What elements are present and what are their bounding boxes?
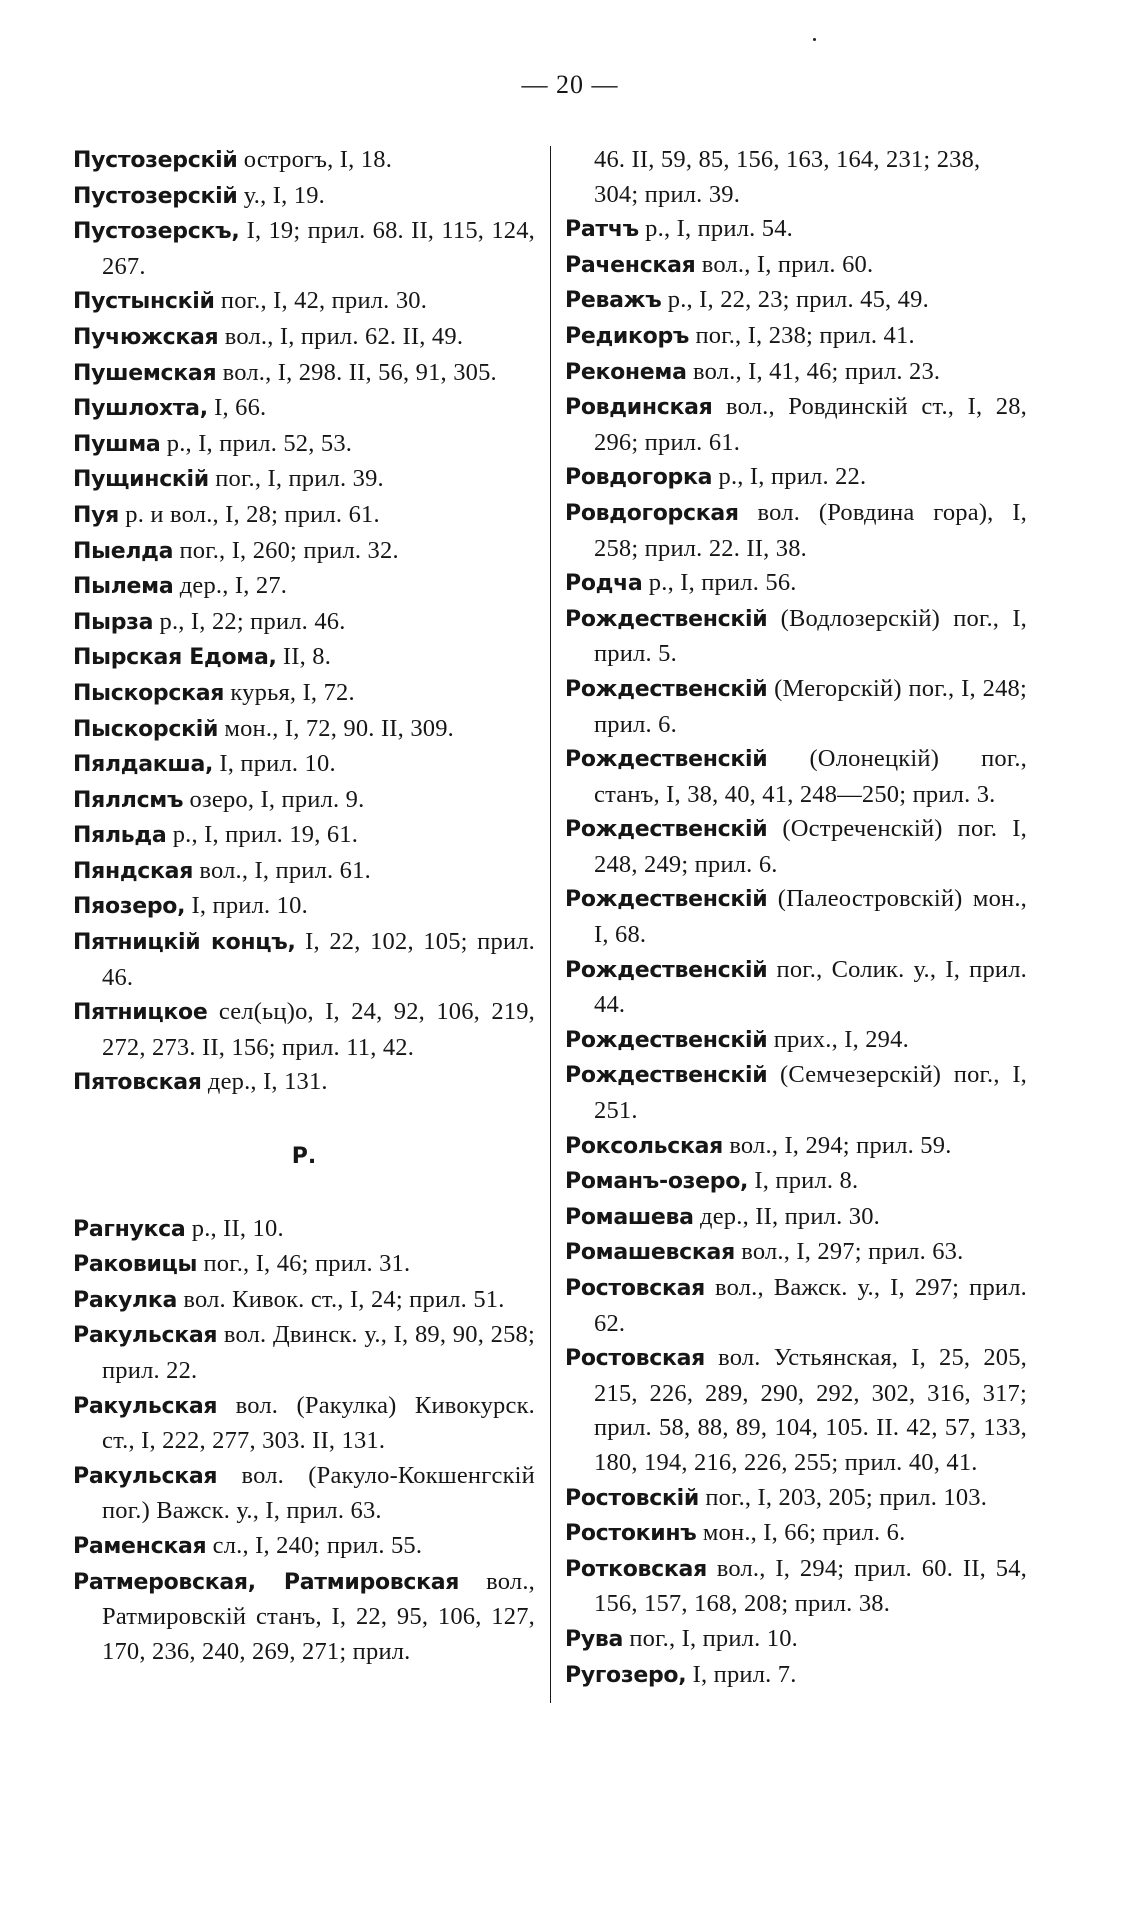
entry-headword: Редикоръ bbox=[565, 323, 690, 349]
entry-references: р., I, прил. 19, 61. bbox=[166, 821, 359, 849]
entry-references: вол., Ратмировскій станъ, I, 22, 95, 106, 127, 170, 236, 240, 269, 271; прил. bbox=[102, 1567, 535, 1665]
entry-references: сл., I, 240; прил. 55. bbox=[206, 1531, 423, 1559]
index-entry bbox=[565, 1552, 1027, 1622]
index-entry bbox=[73, 356, 535, 392]
index-entry bbox=[73, 676, 535, 712]
entry-references: вол. Устьянская, I, 25, 205, 215, 226, 289, 290, 292, 302, 316, 317; прил. 58, 88, 89, 104, 105. II. 42, 57, 133, 180, 194, 216, 226, 255; прил. 40, 41. bbox=[594, 1344, 1027, 1476]
entry-headword: Ракульская bbox=[73, 1323, 218, 1349]
entry-headword: Романъ-озеро, bbox=[565, 1169, 749, 1195]
entry-headword: Ротковская bbox=[565, 1556, 707, 1582]
entry-headword: Ракульская bbox=[73, 1393, 218, 1419]
index-entry bbox=[565, 1235, 1027, 1271]
entry-headword: Пушлохта, bbox=[73, 396, 208, 422]
index-entry bbox=[565, 602, 1027, 672]
entry-references: вол. (Ровдина гора), I, 258; прил. 22. II, 38. bbox=[594, 498, 1027, 562]
entry-headword: Родча bbox=[565, 571, 643, 597]
entry-headword: Ратчъ bbox=[565, 217, 639, 243]
entry-references: мон., I, 66; прил. 6. bbox=[696, 1519, 906, 1547]
index-entry bbox=[565, 1481, 1027, 1517]
entry-headword: Ростовскій bbox=[565, 1485, 699, 1511]
entry-references: (Олонецкій) пог., станъ, I, 38, 40, 41, 248—250; прил. 3. bbox=[594, 745, 1027, 808]
entry-references: р., I, 22; прил. 46. bbox=[153, 607, 346, 635]
entry-references: р., II, 10. bbox=[185, 1214, 284, 1242]
index-entry bbox=[73, 818, 535, 854]
entry-references: I, прил. 7. bbox=[686, 1660, 797, 1688]
index-entry bbox=[73, 1389, 535, 1459]
index-entry bbox=[73, 640, 535, 676]
entry-references: пог., I, 260; прил. 32. bbox=[173, 536, 399, 564]
section-letter: Р. bbox=[291, 1144, 317, 1170]
entry-headword: Пуя bbox=[73, 502, 119, 528]
entry-headword: Роксольская bbox=[565, 1133, 723, 1159]
index-entry bbox=[73, 320, 535, 356]
index-entries-r bbox=[73, 1212, 535, 1670]
index-entry bbox=[73, 1318, 535, 1388]
entry-headword: Пыелда bbox=[73, 538, 174, 564]
index-entry bbox=[565, 1341, 1027, 1480]
entry-headword: Рождественскій bbox=[565, 887, 768, 913]
entry-references: курья, I, 72. bbox=[224, 678, 355, 706]
index-entry bbox=[73, 747, 535, 783]
entry-headword: Пушма bbox=[73, 431, 161, 457]
entry-references: вол., I, 41, 46; прил. 23. bbox=[686, 357, 941, 385]
left-column bbox=[73, 143, 535, 1669]
index-entry bbox=[565, 248, 1027, 284]
index-entry bbox=[565, 1129, 1027, 1165]
entry-headword: Рождественскій bbox=[565, 747, 768, 773]
entry-references: вол., I, 294; прил. 59. bbox=[723, 1131, 952, 1159]
entry-headword: Пырская Едома, bbox=[73, 645, 277, 671]
entry-headword: Ракулка bbox=[73, 1287, 178, 1313]
index-entry bbox=[73, 534, 535, 570]
index-entry bbox=[73, 925, 535, 995]
entry-references: р., I, прил. 54. bbox=[638, 215, 793, 243]
entry-references: р., I, прил. 56. bbox=[642, 569, 797, 597]
index-entry bbox=[565, 355, 1027, 391]
entry-headword: Реконема bbox=[565, 359, 687, 385]
entry-headword: Пустынскій bbox=[73, 289, 215, 315]
entry-headword: Рождественскій bbox=[565, 1063, 768, 1089]
index-entry bbox=[73, 1283, 535, 1319]
entry-headword: Пустозерскъ, bbox=[73, 219, 240, 245]
entry-references: у., I, 19. bbox=[237, 181, 325, 209]
entry-headword: Пырза bbox=[73, 609, 154, 635]
entry-headword: Ровдинская bbox=[565, 395, 713, 421]
continued-entry: 46. II, 59, 85, 156, 163, 164, 231; 238, 304; прил. 39. bbox=[594, 146, 981, 208]
entry-headword: Ростовская bbox=[565, 1346, 706, 1372]
index-entry bbox=[73, 1529, 535, 1565]
entry-headword: Пустозерскій bbox=[73, 183, 238, 209]
entry-headword: Рождественскій bbox=[565, 676, 768, 702]
entry-headword: Пушемская bbox=[73, 360, 217, 386]
entry-headword: Пяльда bbox=[73, 823, 167, 849]
index-entry bbox=[73, 284, 535, 320]
entry-headword: Ратмеровская, Ратмировская bbox=[73, 1569, 460, 1595]
entry-references: пог., Солик. у., I, прил. 44. bbox=[594, 955, 1027, 1019]
index-entry bbox=[565, 812, 1027, 882]
entry-references: пог., I, 42, прил. 30. bbox=[214, 287, 428, 315]
entry-headword: Пыскорскій bbox=[73, 716, 219, 742]
entry-headword: Ракульская bbox=[73, 1463, 218, 1489]
entry-references: мон., I, 72, 90. II, 309. bbox=[218, 714, 454, 742]
entry-references: I, 22, 102, 105; прил. 46. bbox=[102, 928, 536, 991]
entry-headword: Раменская bbox=[73, 1533, 207, 1559]
entry-references: I, 66. bbox=[207, 394, 267, 422]
entry-references: (Палеостровскій) мон., I, 68. bbox=[594, 885, 1027, 949]
index-entry bbox=[73, 179, 535, 215]
entry-references: пог., I, прил. 39. bbox=[208, 465, 384, 493]
index-entry bbox=[73, 1247, 535, 1283]
index-entry bbox=[565, 1516, 1027, 1552]
entry-references: дер., I, 27. bbox=[173, 572, 288, 600]
entry-references: сел(ьц)о, I, 24, 92, 106, 219, 272, 273. II, 156; прил. 11, 42. bbox=[102, 998, 535, 1061]
entry-headword: Раковицы bbox=[73, 1252, 198, 1278]
print-speck bbox=[813, 38, 816, 41]
entry-references: р. и вол., I, 28; прил. 61. bbox=[118, 500, 380, 528]
entry-references: (Остреченскій) пог. I, 248, 249; прил. 6. bbox=[594, 815, 1027, 878]
index-entry bbox=[73, 889, 535, 925]
entry-references: дер., II, прил. 30. bbox=[693, 1202, 880, 1230]
index-entry bbox=[565, 1271, 1027, 1341]
index-entry bbox=[73, 498, 535, 534]
entry-headword: Ромашева bbox=[565, 1204, 694, 1230]
entry-headword: Ровдогорская bbox=[565, 500, 739, 526]
entry-headword: Рождественскій bbox=[565, 606, 768, 632]
index-entry bbox=[73, 1212, 535, 1248]
entry-headword: Пяллсмъ bbox=[73, 787, 184, 813]
entry-headword: Рождественскій bbox=[565, 817, 768, 843]
entry-references: вол., I, 294; прил. 60. II, 54, 156, 157, 168, 208; прил. 38. bbox=[594, 1554, 1027, 1618]
entry-headword: Пучюжская bbox=[73, 324, 219, 350]
index-entry bbox=[73, 214, 535, 284]
entry-references: р., I, прил. 52, 53. bbox=[160, 429, 353, 457]
index-entry bbox=[565, 1164, 1027, 1200]
entry-headword: Пятницкое bbox=[73, 1000, 208, 1026]
entry-references: I, прил. 10. bbox=[213, 750, 336, 778]
entry-headword: Ростокинъ bbox=[565, 1521, 697, 1547]
page-number: — 20 — bbox=[521, 70, 619, 99]
entry-references: р., I, 22, 23; прил. 45, 49. bbox=[661, 286, 929, 314]
entry-references: вол. Двинск. у., I, 89, 90, 258; прил. 22. bbox=[102, 1321, 535, 1384]
index-entry bbox=[565, 882, 1027, 952]
index-entry bbox=[565, 672, 1027, 742]
index-entries-r-continued bbox=[565, 212, 1027, 1693]
entry-references: вол., I, 297; прил. 63. bbox=[734, 1238, 964, 1266]
entry-headword: Ровдогорка bbox=[565, 465, 713, 491]
index-entry bbox=[565, 1058, 1027, 1128]
entry-references: вол. (Ракулка) Кивокурск. ст., I, 222, 277, 303. II, 131. bbox=[102, 1391, 535, 1455]
entry-headword: Рува bbox=[565, 1626, 624, 1652]
entry-references: вол., I, прил. 62. II, 49. bbox=[218, 322, 464, 350]
entry-references: р., I, прил. 22. bbox=[712, 463, 867, 491]
entry-references: (Мегорскій) пог., I, 248; прил. 6. bbox=[594, 674, 1027, 738]
entry-references: дер., I, 131. bbox=[201, 1068, 328, 1096]
entry-references: вол., Ровдинскій ст., I, 28, 296; прил. 61. bbox=[594, 393, 1027, 456]
entry-references: острогъ, I, 18. bbox=[237, 146, 393, 173]
entry-headword: Раченская bbox=[565, 252, 696, 278]
index-entry bbox=[73, 783, 535, 819]
index-entry bbox=[565, 1200, 1027, 1236]
entry-references: вол. Кивок. ст., I, 24; прил. 51. bbox=[177, 1285, 505, 1313]
index-entry bbox=[565, 460, 1027, 496]
index-entry bbox=[565, 283, 1027, 319]
right-column bbox=[565, 143, 1027, 1693]
index-entry bbox=[73, 569, 535, 605]
index-entry bbox=[73, 1065, 535, 1101]
entry-headword: Рождественскій bbox=[565, 957, 768, 983]
index-entries-p bbox=[73, 143, 535, 1101]
entry-references: I, прил. 8. bbox=[748, 1167, 859, 1195]
index-entry bbox=[73, 427, 535, 463]
entry-headword: Пыскорская bbox=[73, 680, 225, 706]
column-divider bbox=[550, 146, 551, 1703]
index-entry bbox=[565, 1023, 1027, 1059]
entry-references: прих., I, 294. bbox=[767, 1025, 909, 1053]
entry-headword: Ругозеро, bbox=[565, 1662, 687, 1688]
entry-headword: Рагнукса bbox=[73, 1216, 186, 1242]
index-entry bbox=[73, 712, 535, 748]
entry-references: вол. (Ракуло-Кокшенгскій пог.) Важск. у., I, прил. 63. bbox=[102, 1461, 535, 1525]
index-entry bbox=[565, 496, 1027, 566]
entry-references: (Водлозерскій) пог., I, прил. 5. bbox=[594, 604, 1027, 668]
entry-headword: Ростовская bbox=[565, 1276, 706, 1301]
entry-references: вол., I, прил. 61. bbox=[193, 856, 371, 884]
entry-references: пог., I, 238; прил. 41. bbox=[689, 321, 915, 349]
index-entry bbox=[565, 953, 1027, 1023]
index-entry bbox=[565, 390, 1027, 460]
entry-headword: Пылема bbox=[73, 574, 174, 600]
index-entry bbox=[73, 143, 535, 179]
index-entry bbox=[73, 462, 535, 498]
entry-references: пог., I, прил. 10. bbox=[623, 1624, 798, 1652]
entry-headword: Ромашевская bbox=[565, 1240, 735, 1266]
index-entry bbox=[565, 212, 1027, 248]
entry-headword: Реважъ bbox=[565, 288, 662, 314]
entry-references: I, прил. 10. bbox=[185, 892, 308, 920]
index-entry bbox=[565, 1658, 1027, 1694]
index-entry bbox=[73, 854, 535, 890]
index-entry bbox=[73, 1565, 535, 1670]
entry-references: вол., I, прил. 60. bbox=[695, 250, 874, 278]
entry-references: (Семчезерскій) пог., I, 251. bbox=[594, 1061, 1027, 1125]
index-entry bbox=[73, 391, 535, 427]
entry-references: II, 8. bbox=[276, 643, 332, 671]
entry-references: вол., I, 298. II, 56, 91, 305. bbox=[216, 358, 497, 386]
entry-headword: Пяозеро, bbox=[73, 894, 186, 920]
index-entry bbox=[565, 319, 1027, 355]
entry-headword: Пятницкій концъ, bbox=[73, 930, 296, 956]
entry-headword: Пяндская bbox=[73, 858, 194, 884]
index-entry bbox=[73, 605, 535, 641]
entry-references: вол., Важск. у., I, 297; прил. 62. bbox=[594, 1274, 1027, 1337]
entry-headword: Пятовская bbox=[73, 1070, 202, 1096]
index-entry bbox=[73, 995, 535, 1065]
index-entry bbox=[565, 566, 1027, 602]
entry-headword: Пущинскій bbox=[73, 467, 209, 493]
index-entry bbox=[565, 742, 1027, 812]
entry-headword: Рождественскій bbox=[565, 1027, 768, 1053]
entry-references: пог., I, 46; прил. 31. bbox=[197, 1250, 411, 1278]
entry-references: I, 19; прил. 68. II, 115, 124, 267. bbox=[102, 217, 535, 280]
entry-references: пог., I, 203, 205; прил. 103. bbox=[699, 1483, 988, 1511]
entry-headword: Пустозерскій bbox=[73, 148, 238, 173]
entry-headword: Пялдакша, bbox=[73, 752, 214, 778]
index-entry bbox=[73, 1459, 535, 1529]
entry-references: озеро, I, прил. 9. bbox=[183, 785, 365, 813]
index-entry bbox=[565, 1622, 1027, 1658]
